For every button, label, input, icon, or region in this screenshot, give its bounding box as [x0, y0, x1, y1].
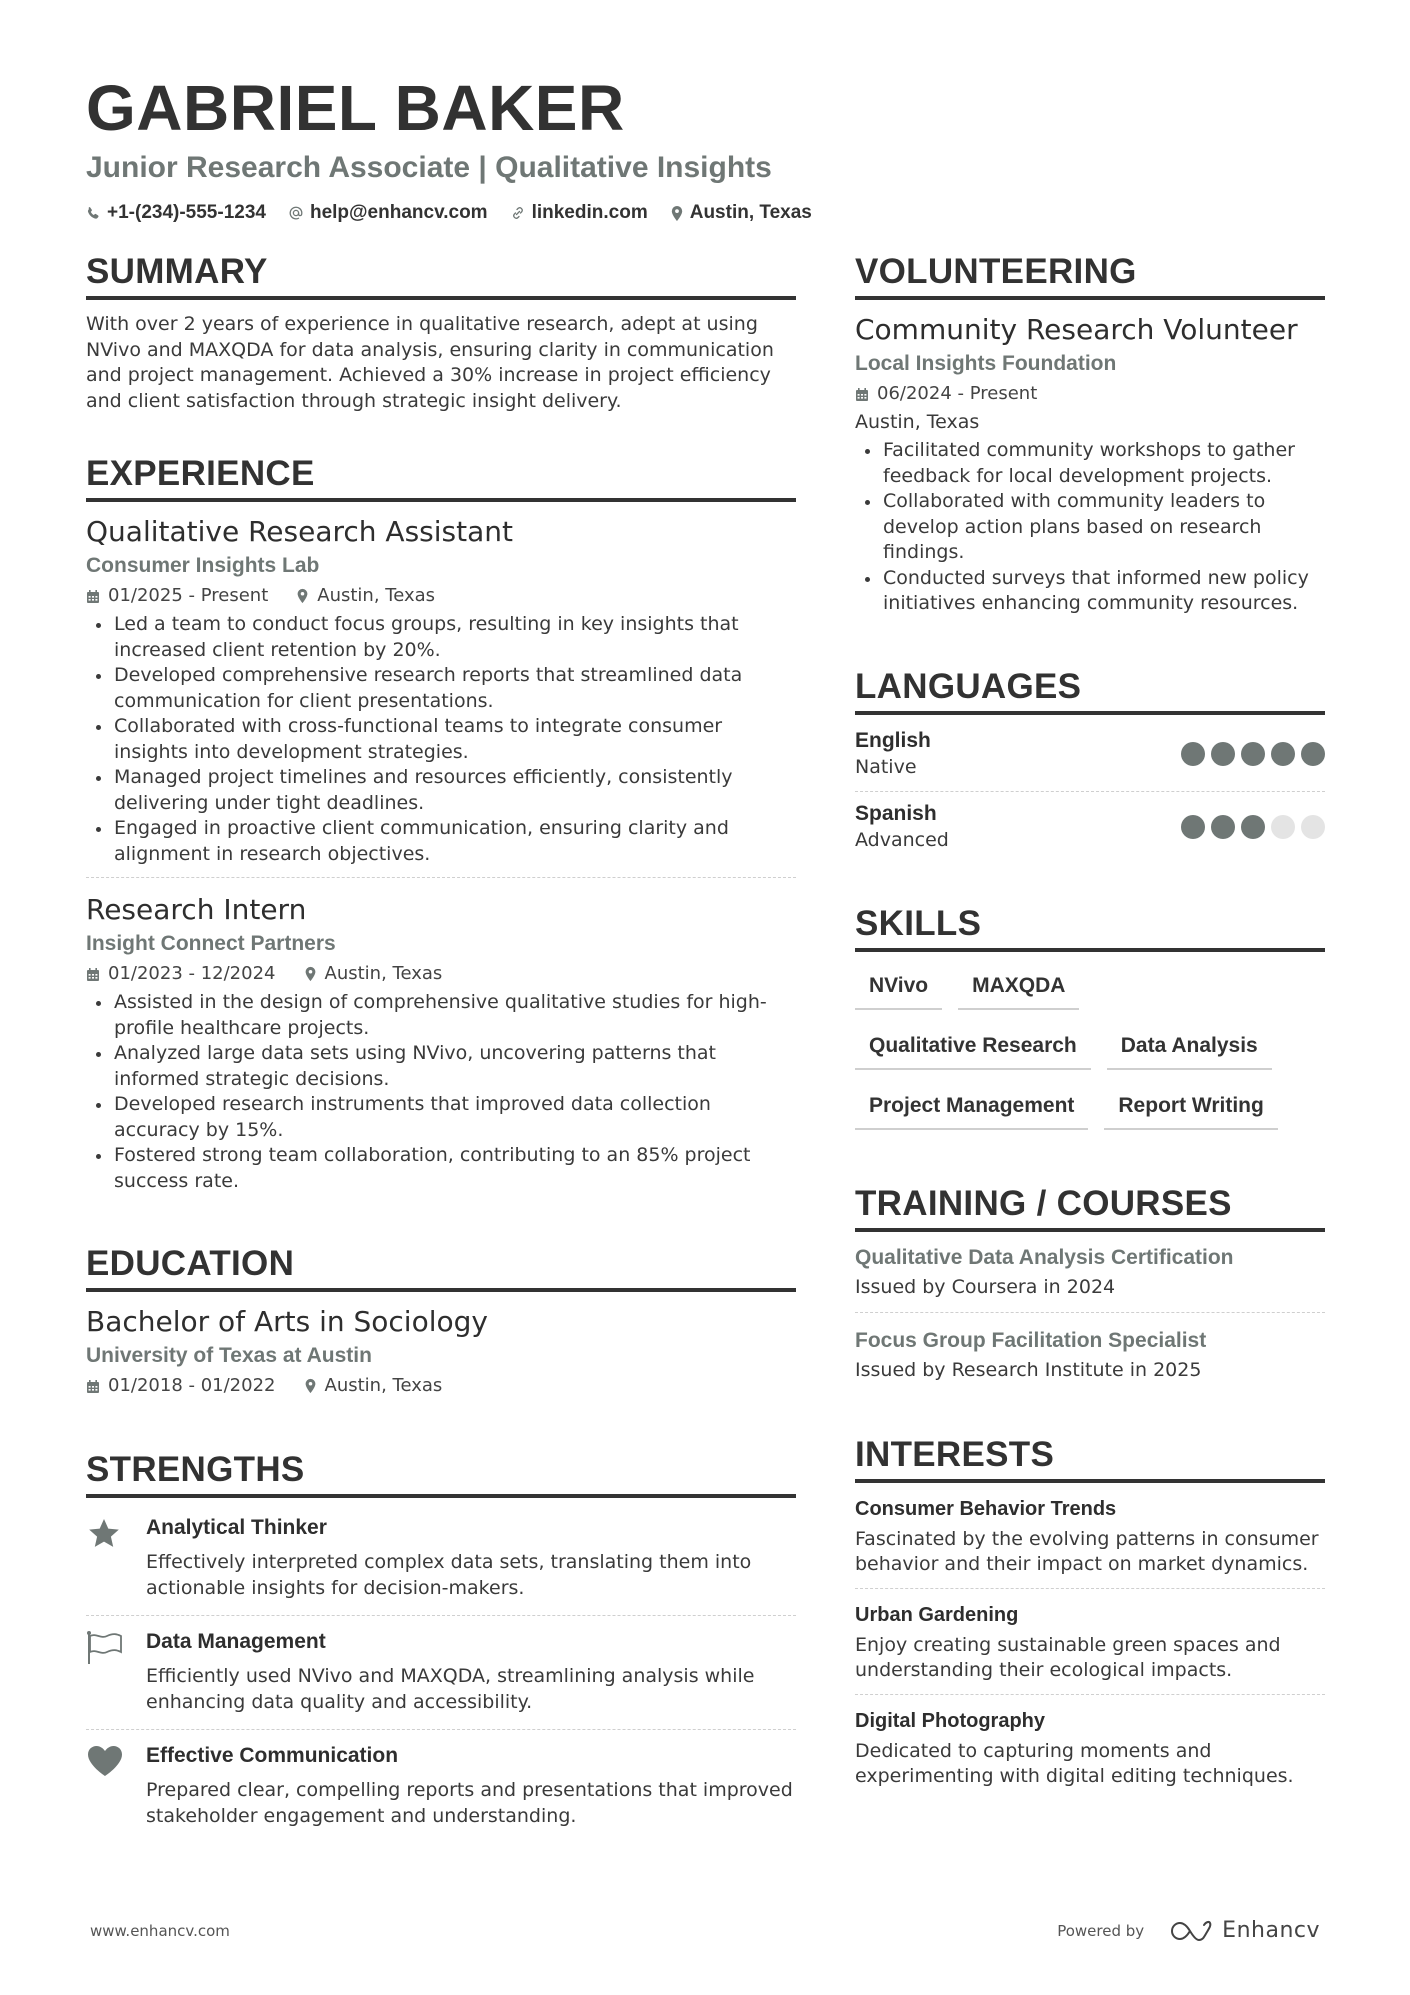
- job-bullets: [86, 612, 796, 867]
- bullet: Led a team to conduct focus groups, resulting in key insights that increased client retention by 20%.: [86, 612, 796, 663]
- skill-tag: NVivo: [855, 964, 942, 1010]
- section-title: TRAINING / COURSES: [855, 1184, 1325, 1232]
- languages-section: [855, 667, 1325, 864]
- right-column: [855, 252, 1325, 1840]
- experience-entry: [86, 514, 796, 877]
- strength-text: Efficiently used NVivo and MAXQDA, streamlining analysis while enhancing data quality and accessibility.: [146, 1665, 755, 1713]
- heart-icon: [86, 1744, 124, 1778]
- job-title: Qualitative Research Assistant: [86, 515, 513, 548]
- dot-filled: [1211, 742, 1235, 766]
- skill-tag: Report Writing: [1104, 1084, 1277, 1130]
- phone-icon: [86, 206, 101, 221]
- volunteer-bullets: [855, 438, 1325, 617]
- meta-row: [86, 960, 796, 988]
- footer-website[interactable]: www.enhancv.com: [90, 1921, 230, 1940]
- skill-tag: Qualitative Research: [855, 1024, 1091, 1070]
- job-dates: 01/2023 - 12/2024: [108, 963, 276, 984]
- dot-filled: [1181, 815, 1205, 839]
- language-item: [855, 719, 1325, 791]
- strength-text: Effectively interpreted complex data sets, translating them into actionable insights for decision-makers.: [146, 1551, 752, 1599]
- bullet: Engaged in proactive client communication, ensuring clarity and alignment in research objectives.: [86, 816, 796, 867]
- strength-title: Data Management: [146, 1630, 326, 1653]
- interest-title: Urban Gardening: [855, 1603, 1019, 1626]
- interest-item: [855, 1487, 1325, 1588]
- experience-entry: [86, 877, 796, 1204]
- strength-title: Analytical Thinker: [146, 1516, 327, 1539]
- course-issuer: Issued by Coursera in 2024: [855, 1275, 1116, 1298]
- language-name: Spanish: [855, 801, 937, 825]
- language-level: Advanced: [855, 828, 949, 851]
- volunteer-org: Local Insights Foundation: [855, 352, 1117, 375]
- dot-empty: [1271, 815, 1295, 839]
- experience-section: [86, 454, 796, 1204]
- star-icon: [86, 1516, 122, 1552]
- bullet: Developed research instruments that improved data collection accuracy by 15%.: [86, 1092, 796, 1143]
- job-location: Austin, Texas: [324, 963, 443, 984]
- education-entry: [86, 1304, 796, 1410]
- interests-section: [855, 1435, 1325, 1800]
- section-title: STRENGTHS: [86, 1450, 796, 1498]
- footer: [90, 1918, 1320, 1943]
- volunteer-location: Austin, Texas: [855, 411, 980, 433]
- strength-item: [86, 1615, 796, 1729]
- volunteering-entry: [855, 312, 1325, 627]
- location-icon: [296, 588, 309, 604]
- link-icon: [510, 205, 526, 221]
- degree: Bachelor of Arts in Sociology: [86, 1305, 488, 1338]
- contact-phone[interactable]: +1-(234)-555-1234: [86, 202, 266, 224]
- interest-item: [855, 1694, 1325, 1800]
- proficiency-dots: [1175, 815, 1325, 839]
- course-item: [855, 1312, 1325, 1395]
- calendar-icon: [86, 589, 100, 604]
- job-bullets: [86, 990, 796, 1194]
- skill-tag: Project Management: [855, 1084, 1088, 1130]
- section-title: VOLUNTEERING: [855, 252, 1325, 300]
- skills-section: [855, 904, 1325, 1144]
- contact-location: Austin, Texas: [670, 202, 812, 224]
- section-title: INTERESTS: [855, 1435, 1325, 1483]
- course-issuer: Issued by Research Institute in 2025: [855, 1358, 1202, 1381]
- bullet: Developed comprehensive research reports that streamlined data communication for client presentations.: [86, 663, 796, 714]
- summary-section: [86, 252, 796, 414]
- strength-item: [86, 1729, 796, 1843]
- education-dates: 01/2018 - 01/2022: [108, 1375, 276, 1396]
- job-title: Research Intern: [86, 893, 307, 926]
- training-section: [855, 1184, 1325, 1395]
- education-location: Austin, Texas: [324, 1375, 443, 1396]
- company-name: Insight Connect Partners: [86, 932, 336, 955]
- section-title: LANGUAGES: [855, 667, 1325, 715]
- interest-title: Consumer Behavior Trends: [855, 1497, 1117, 1520]
- dot-filled: [1271, 742, 1295, 766]
- skill-tag: MAXQDA: [958, 964, 1079, 1010]
- powered-by-label: Powered by: [1057, 1921, 1145, 1940]
- dot-filled: [1301, 742, 1325, 766]
- interest-text: Enjoy creating sustainable green spaces and understanding their ecological impacts.: [855, 1633, 1281, 1681]
- dot-filled: [1241, 815, 1265, 839]
- enhancv-logo-icon: [1170, 1919, 1214, 1943]
- dot-filled: [1181, 742, 1205, 766]
- location-icon: [670, 205, 684, 222]
- interest-text: Dedicated to capturing moments and experimenting with digital editing techniques.: [855, 1739, 1294, 1787]
- language-name: English: [855, 728, 931, 752]
- contact-email[interactable]: help@enhancv.com: [288, 202, 488, 224]
- skills-list: [855, 964, 1325, 1144]
- language-item: [855, 791, 1325, 864]
- strengths-section: [86, 1450, 796, 1843]
- interest-item: [855, 1588, 1325, 1694]
- dot-filled: [1241, 742, 1265, 766]
- bullet: Managed project timelines and resources efficiently, consistently delivering under tight deadlines.: [86, 765, 796, 816]
- proficiency-dots: [1175, 742, 1325, 766]
- contact-linkedin[interactable]: linkedin.com: [510, 202, 648, 224]
- brand-name: Enhancv: [1222, 1918, 1320, 1943]
- summary-text: With over 2 years of experience in qualitative research, adept at using NVivo and MAXQDA for data analysis, ensuring clarity in communication and project management. Achieved a 30% increase in project efficiency and client satisfaction through strategic insight delivery.: [86, 313, 774, 412]
- candidate-name: GABRIEL BAKER: [86, 72, 625, 144]
- section-title: EDUCATION: [86, 1244, 796, 1292]
- location-icon: [304, 1378, 317, 1394]
- course-item: [855, 1236, 1325, 1312]
- volunteering-section: [855, 252, 1325, 627]
- strength-title: Effective Communication: [146, 1744, 399, 1767]
- company-name: Consumer Insights Lab: [86, 554, 320, 577]
- interest-title: Digital Photography: [855, 1709, 1045, 1732]
- job-location: Austin, Texas: [317, 585, 436, 606]
- school-name: University of Texas at Austin: [86, 1344, 372, 1367]
- bullet: Facilitated community workshops to gather feedback for local development projects.: [855, 438, 1325, 489]
- calendar-icon: [86, 967, 100, 982]
- bullet: Collaborated with cross-functional teams to integrate consumer insights into development strategies.: [86, 714, 796, 765]
- bullet: Assisted in the design of comprehensive qualitative studies for high-profile healthcare projects.: [86, 990, 796, 1041]
- powered-by: [1057, 1918, 1320, 1943]
- education-section: [86, 1244, 796, 1410]
- bullet: Conducted surveys that informed new policy initiatives enhancing community resources.: [855, 566, 1325, 617]
- language-level: Native: [855, 755, 917, 778]
- meta-row: [86, 582, 796, 610]
- strength-text: Prepared clear, compelling reports and presentations that improved stakeholder engagement and understanding.: [146, 1779, 793, 1827]
- strength-item: [86, 1502, 796, 1615]
- course-title: Qualitative Data Analysis Certification: [855, 1245, 1234, 1269]
- contact-row: [86, 202, 1326, 224]
- calendar-icon: [86, 1379, 100, 1394]
- calendar-icon: [855, 387, 869, 402]
- resume-header: [86, 70, 1326, 224]
- dot-empty: [1301, 815, 1325, 839]
- candidate-headline: Junior Research Associate | Qualitative Insights: [86, 151, 772, 184]
- at-icon: [288, 205, 304, 221]
- volunteer-dates: 06/2024 - Present: [877, 383, 1038, 404]
- meta-row: [86, 1372, 796, 1400]
- left-column: [86, 252, 796, 1883]
- job-dates: 01/2025 - Present: [108, 585, 269, 606]
- bullet: Collaborated with community leaders to develop action plans based on research findings.: [855, 489, 1325, 566]
- section-title: SUMMARY: [86, 252, 796, 300]
- section-title: EXPERIENCE: [86, 454, 796, 502]
- skill-tag: Data Analysis: [1107, 1024, 1272, 1070]
- volunteer-role: Community Research Volunteer: [855, 313, 1298, 346]
- section-title: SKILLS: [855, 904, 1325, 952]
- bullet: Fostered strong team collaboration, contributing to an 85% project success rate.: [86, 1143, 796, 1194]
- location-icon: [304, 966, 317, 982]
- flag-icon: [86, 1630, 124, 1666]
- dot-filled: [1211, 815, 1235, 839]
- bullet: Analyzed large data sets using NVivo, uncovering patterns that informed strategic decisions.: [86, 1041, 796, 1092]
- course-title: Focus Group Facilitation Specialist: [855, 1328, 1207, 1352]
- interest-text: Fascinated by the evolving patterns in consumer behavior and their impact on market dynamics.: [855, 1527, 1319, 1575]
- meta-row: [855, 380, 1325, 408]
